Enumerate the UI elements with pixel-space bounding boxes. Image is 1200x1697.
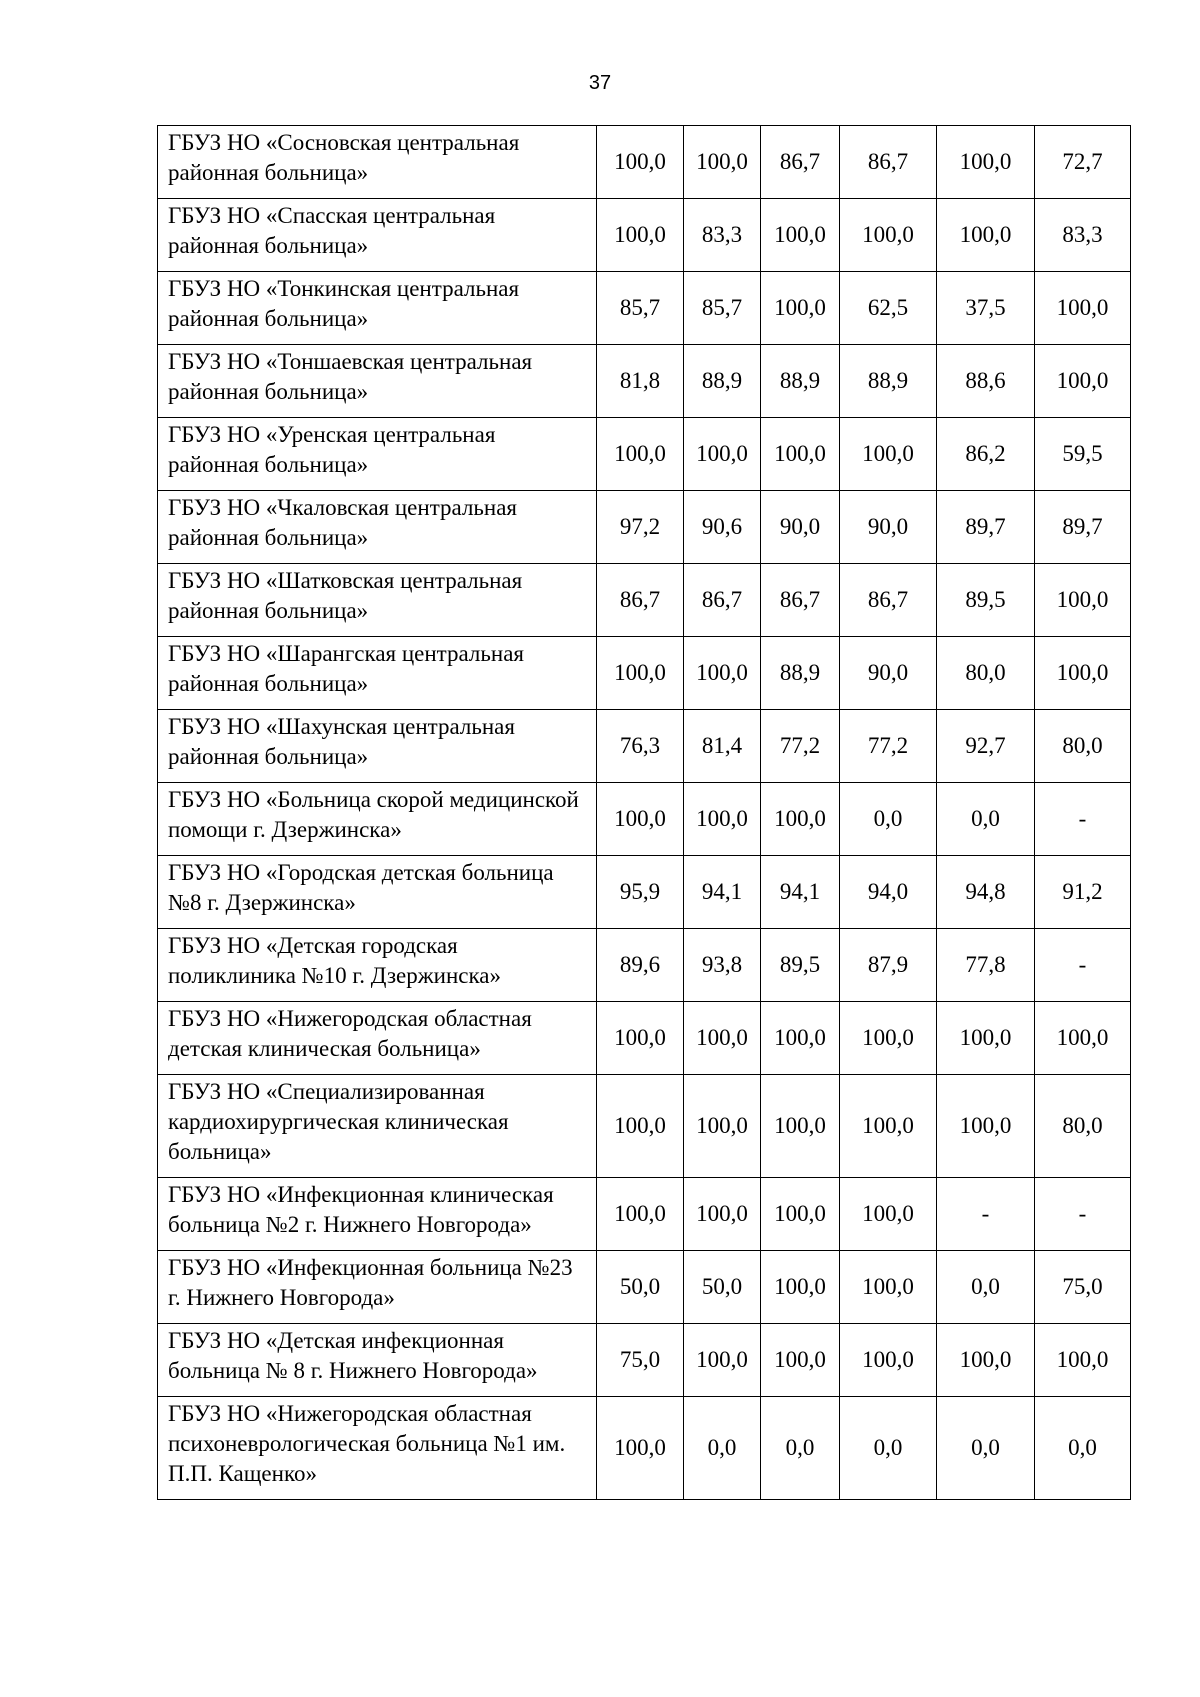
table-row bbox=[158, 1075, 1131, 1178]
value-cell: 94,1 bbox=[761, 856, 840, 929]
value-cell: 90,0 bbox=[840, 491, 937, 564]
value-cell: 100,0 bbox=[1035, 564, 1131, 637]
hospital-indicators-table bbox=[157, 125, 1131, 1500]
value-cell: 100,0 bbox=[761, 1075, 840, 1178]
value-cell: 90,0 bbox=[761, 491, 840, 564]
value-cell: 100,0 bbox=[840, 1178, 937, 1251]
value-cell: 0,0 bbox=[937, 783, 1035, 856]
institution-name-cell: ГБУЗ НО «Шахунская центральная районная больница» bbox=[158, 710, 597, 783]
value-cell: 100,0 bbox=[761, 783, 840, 856]
institution-name-cell: ГБУЗ НО «Тонкинская центральная районная больница» bbox=[158, 272, 597, 345]
value-cell: 100,0 bbox=[597, 637, 684, 710]
value-cell: 86,7 bbox=[597, 564, 684, 637]
value-cell: 94,1 bbox=[684, 856, 761, 929]
value-cell: 91,2 bbox=[1035, 856, 1131, 929]
table-row bbox=[158, 637, 1131, 710]
value-cell: 100,0 bbox=[597, 1002, 684, 1075]
table-row bbox=[158, 1397, 1131, 1500]
table-row bbox=[158, 491, 1131, 564]
value-cell: 100,0 bbox=[1035, 1324, 1131, 1397]
value-cell: 100,0 bbox=[937, 1324, 1035, 1397]
value-cell: 83,3 bbox=[1035, 199, 1131, 272]
value-cell: 86,7 bbox=[840, 126, 937, 199]
table-row bbox=[158, 345, 1131, 418]
institution-name-cell: ГБУЗ НО «Тоншаевская центральная районная больница» bbox=[158, 345, 597, 418]
institution-name-cell: ГБУЗ НО «Нижегородская областная детская клиническая больница» bbox=[158, 1002, 597, 1075]
value-cell: 0,0 bbox=[840, 783, 937, 856]
table-row bbox=[158, 929, 1131, 1002]
value-cell: 72,7 bbox=[1035, 126, 1131, 199]
institution-name-cell: ГБУЗ НО «Больница скорой медицинской помощи г. Дзержинска» bbox=[158, 783, 597, 856]
value-cell: 100,0 bbox=[761, 272, 840, 345]
institution-name-cell: ГБУЗ НО «Спасская центральная районная больница» bbox=[158, 199, 597, 272]
value-cell: - bbox=[1035, 783, 1131, 856]
value-cell: 100,0 bbox=[840, 418, 937, 491]
table-row bbox=[158, 856, 1131, 929]
value-cell: 75,0 bbox=[597, 1324, 684, 1397]
value-cell: 100,0 bbox=[684, 418, 761, 491]
value-cell: 88,9 bbox=[761, 637, 840, 710]
value-cell: - bbox=[1035, 929, 1131, 1002]
value-cell: 100,0 bbox=[597, 1178, 684, 1251]
value-cell: 86,7 bbox=[840, 564, 937, 637]
value-cell: 77,2 bbox=[840, 710, 937, 783]
value-cell: 100,0 bbox=[840, 1324, 937, 1397]
value-cell: 81,8 bbox=[597, 345, 684, 418]
value-cell: 87,9 bbox=[840, 929, 937, 1002]
value-cell: 100,0 bbox=[684, 1324, 761, 1397]
value-cell: 86,7 bbox=[761, 564, 840, 637]
value-cell: 85,7 bbox=[684, 272, 761, 345]
value-cell: 0,0 bbox=[761, 1397, 840, 1500]
page-number: 37 bbox=[588, 72, 612, 94]
value-cell: - bbox=[1035, 1178, 1131, 1251]
table-row bbox=[158, 1324, 1131, 1397]
table-row bbox=[158, 272, 1131, 345]
table-row bbox=[158, 418, 1131, 491]
value-cell: 62,5 bbox=[840, 272, 937, 345]
value-cell: 90,0 bbox=[840, 637, 937, 710]
value-cell: 94,0 bbox=[840, 856, 937, 929]
value-cell: 88,9 bbox=[684, 345, 761, 418]
value-cell: 86,2 bbox=[937, 418, 1035, 491]
value-cell: 100,0 bbox=[840, 1075, 937, 1178]
value-cell: 88,9 bbox=[840, 345, 937, 418]
value-cell: 100,0 bbox=[684, 1178, 761, 1251]
institution-name-cell: ГБУЗ НО «Нижегородская областная психоневрологическая больница №1 им. П.П. Кащенко» bbox=[158, 1397, 597, 1500]
value-cell: 94,8 bbox=[937, 856, 1035, 929]
value-cell: 76,3 bbox=[597, 710, 684, 783]
table-row bbox=[158, 710, 1131, 783]
value-cell: 50,0 bbox=[597, 1251, 684, 1324]
value-cell: 88,9 bbox=[761, 345, 840, 418]
value-cell: 89,5 bbox=[761, 929, 840, 1002]
value-cell: 100,0 bbox=[597, 1397, 684, 1500]
value-cell: 100,0 bbox=[761, 1178, 840, 1251]
institution-name-cell: ГБУЗ НО «Инфекционная клиническая больница №2 г. Нижнего Новгорода» bbox=[158, 1178, 597, 1251]
value-cell: 77,2 bbox=[761, 710, 840, 783]
value-cell: 90,6 bbox=[684, 491, 761, 564]
value-cell: 0,0 bbox=[937, 1251, 1035, 1324]
institution-name-cell: ГБУЗ НО «Инфекционная больница №23 г. Нижнего Новгорода» bbox=[158, 1251, 597, 1324]
value-cell: 100,0 bbox=[937, 126, 1035, 199]
institution-name-cell: ГБУЗ НО «Городская детская больница №8 г. Дзержинска» bbox=[158, 856, 597, 929]
value-cell: 100,0 bbox=[937, 1075, 1035, 1178]
value-cell: 89,7 bbox=[1035, 491, 1131, 564]
value-cell: 100,0 bbox=[597, 199, 684, 272]
value-cell: 100,0 bbox=[761, 1251, 840, 1324]
value-cell: 85,7 bbox=[597, 272, 684, 345]
value-cell: 100,0 bbox=[1035, 272, 1131, 345]
value-cell: 100,0 bbox=[597, 783, 684, 856]
table-row bbox=[158, 783, 1131, 856]
institution-name-cell: ГБУЗ НО «Шатковская центральная районная больница» bbox=[158, 564, 597, 637]
value-cell: 100,0 bbox=[684, 1002, 761, 1075]
value-cell: 75,0 bbox=[1035, 1251, 1131, 1324]
table-body bbox=[158, 126, 1131, 1500]
value-cell: 86,7 bbox=[684, 564, 761, 637]
value-cell: 100,0 bbox=[684, 1075, 761, 1178]
institution-name-cell: ГБУЗ НО «Уренская центральная районная больница» bbox=[158, 418, 597, 491]
value-cell: 81,4 bbox=[684, 710, 761, 783]
institution-name-cell: ГБУЗ НО «Специализированная кардиохирургическая клиническая больница» bbox=[158, 1075, 597, 1178]
value-cell: - bbox=[937, 1178, 1035, 1251]
value-cell: 100,0 bbox=[761, 1324, 840, 1397]
value-cell: 89,7 bbox=[937, 491, 1035, 564]
value-cell: 86,7 bbox=[761, 126, 840, 199]
value-cell: 100,0 bbox=[597, 126, 684, 199]
value-cell: 100,0 bbox=[761, 1002, 840, 1075]
table-row bbox=[158, 199, 1131, 272]
value-cell: 100,0 bbox=[761, 418, 840, 491]
value-cell: 100,0 bbox=[1035, 637, 1131, 710]
value-cell: 89,6 bbox=[597, 929, 684, 1002]
value-cell: 83,3 bbox=[684, 199, 761, 272]
value-cell: 97,2 bbox=[597, 491, 684, 564]
institution-name-cell: ГБУЗ НО «Шарангская центральная районная больница» bbox=[158, 637, 597, 710]
value-cell: 100,0 bbox=[840, 199, 937, 272]
value-cell: 100,0 bbox=[597, 1075, 684, 1178]
value-cell: 80,0 bbox=[1035, 1075, 1131, 1178]
value-cell: 100,0 bbox=[684, 637, 761, 710]
value-cell: 89,5 bbox=[937, 564, 1035, 637]
value-cell: 100,0 bbox=[840, 1002, 937, 1075]
value-cell: 100,0 bbox=[1035, 345, 1131, 418]
value-cell: 100,0 bbox=[1035, 1002, 1131, 1075]
value-cell: 100,0 bbox=[684, 783, 761, 856]
value-cell: 77,8 bbox=[937, 929, 1035, 1002]
value-cell: 0,0 bbox=[937, 1397, 1035, 1500]
institution-name-cell: ГБУЗ НО «Сосновская центральная районная больница» bbox=[158, 126, 597, 199]
table-row bbox=[158, 126, 1131, 199]
institution-name-cell: ГБУЗ НО «Детская городская поликлиника №10 г. Дзержинска» bbox=[158, 929, 597, 1002]
value-cell: 50,0 bbox=[684, 1251, 761, 1324]
value-cell: 100,0 bbox=[597, 418, 684, 491]
value-cell: 0,0 bbox=[1035, 1397, 1131, 1500]
value-cell: 0,0 bbox=[684, 1397, 761, 1500]
value-cell: 100,0 bbox=[840, 1251, 937, 1324]
institution-name-cell: ГБУЗ НО «Чкаловская центральная районная больница» bbox=[158, 491, 597, 564]
value-cell: 100,0 bbox=[937, 199, 1035, 272]
table-row bbox=[158, 1178, 1131, 1251]
value-cell: 37,5 bbox=[937, 272, 1035, 345]
value-cell: 80,0 bbox=[1035, 710, 1131, 783]
value-cell: 92,7 bbox=[937, 710, 1035, 783]
table-row bbox=[158, 1002, 1131, 1075]
value-cell: 100,0 bbox=[684, 126, 761, 199]
value-cell: 88,6 bbox=[937, 345, 1035, 418]
value-cell: 93,8 bbox=[684, 929, 761, 1002]
value-cell: 0,0 bbox=[840, 1397, 937, 1500]
value-cell: 80,0 bbox=[937, 637, 1035, 710]
value-cell: 100,0 bbox=[761, 199, 840, 272]
value-cell: 59,5 bbox=[1035, 418, 1131, 491]
value-cell: 95,9 bbox=[597, 856, 684, 929]
table-row bbox=[158, 564, 1131, 637]
table-row bbox=[158, 1251, 1131, 1324]
institution-name-cell: ГБУЗ НО «Детская инфекционная больница № 8 г. Нижнего Новгорода» bbox=[158, 1324, 597, 1397]
value-cell: 100,0 bbox=[937, 1002, 1035, 1075]
